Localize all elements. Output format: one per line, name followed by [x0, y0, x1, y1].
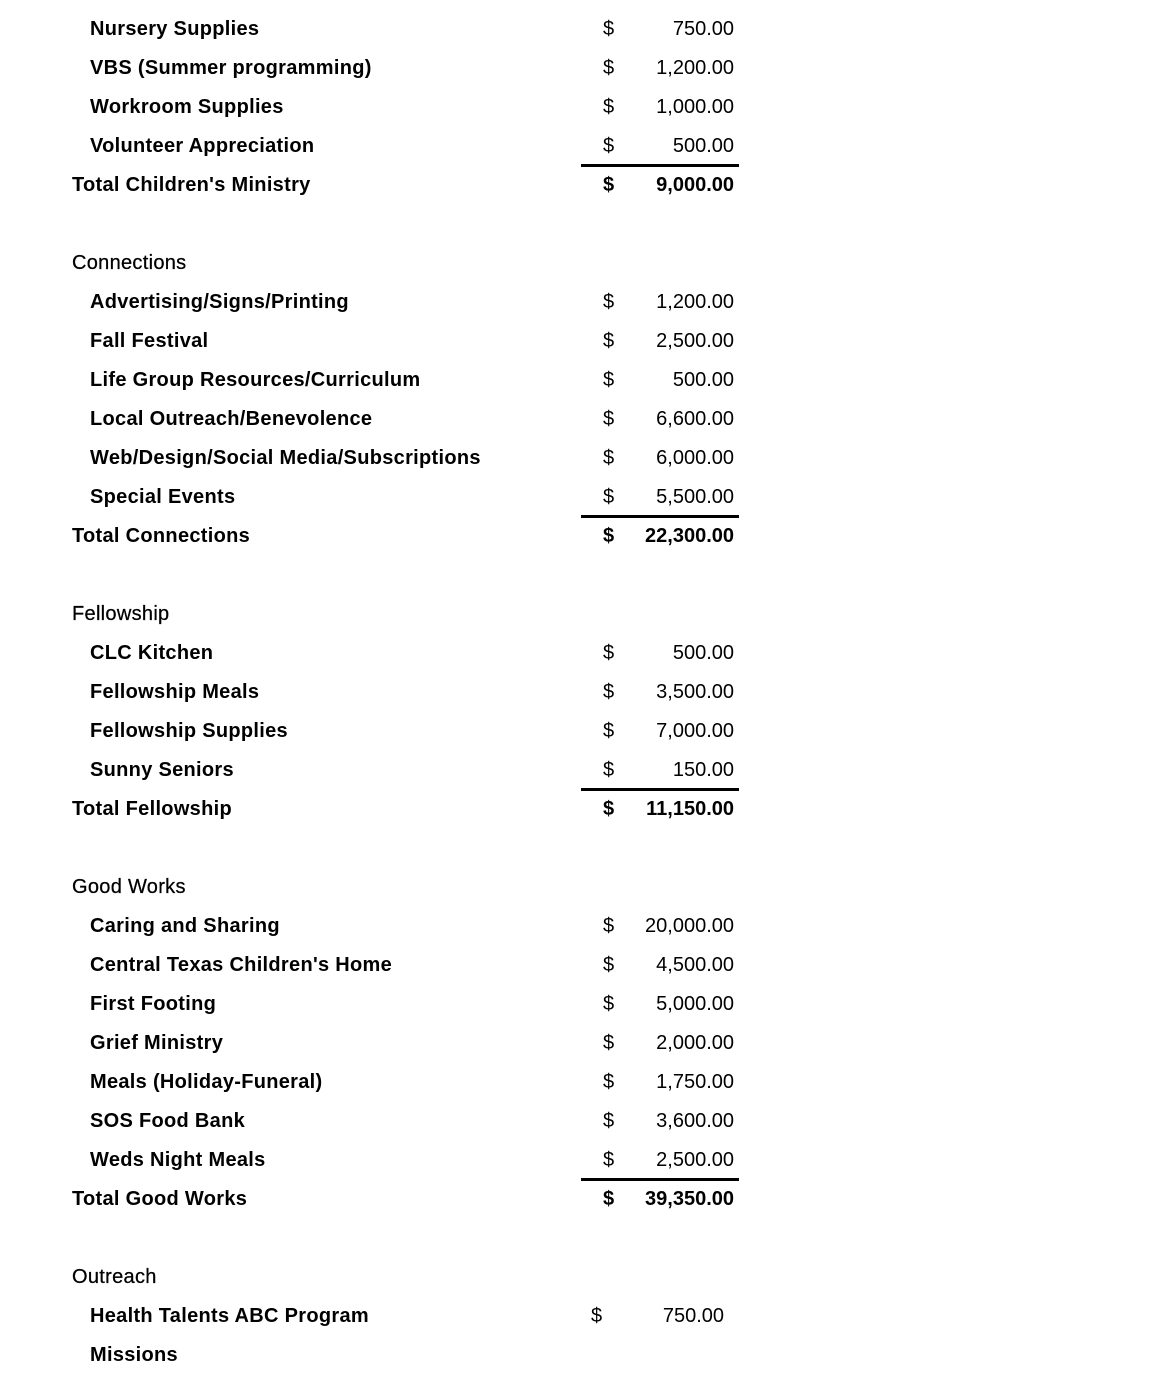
item-amount: 500.00: [672, 642, 734, 664]
currency-symbol: $: [603, 1110, 615, 1132]
item-amount: 20,000.00: [645, 915, 734, 937]
line-item-row: [0, 49, 1154, 88]
line-item-row: [0, 1024, 1154, 1063]
total-label: Total Children's Ministry: [72, 174, 311, 196]
item-amount: 750.00: [672, 18, 734, 40]
line-item-row: [0, 1063, 1154, 1102]
line-item-row: [0, 322, 1154, 361]
line-item-row: [0, 88, 1154, 127]
currency-symbol: $: [603, 486, 615, 508]
currency-symbol: $: [603, 1149, 615, 1171]
line-item-row: [0, 712, 1154, 751]
line-item-row: [0, 673, 1154, 712]
currency-symbol: $: [603, 759, 615, 781]
item-amount: 1,200.00: [656, 57, 734, 79]
total-amount: 9,000.00: [656, 174, 734, 196]
item-amount: 150.00: [672, 759, 734, 781]
item-label: Fall Festival: [90, 330, 209, 352]
line-item-row: [0, 1336, 1154, 1375]
total-label: Total Fellowship: [72, 798, 232, 820]
currency-symbol: $: [603, 369, 615, 391]
currency-symbol: $: [603, 720, 615, 742]
section-title: Fellowship: [72, 603, 170, 625]
line-item-row: [0, 946, 1154, 985]
currency-symbol: $: [603, 447, 615, 469]
item-label: Grief Ministry: [90, 1032, 224, 1054]
section-title: Good Works: [72, 876, 186, 898]
currency-symbol: $: [603, 57, 615, 79]
currency-symbol: $: [603, 681, 615, 703]
currency-symbol: $: [603, 135, 615, 157]
item-label: Missions: [90, 1344, 178, 1366]
currency-symbol: $: [603, 954, 615, 976]
currency-symbol: $: [603, 1071, 615, 1093]
currency-symbol: $: [603, 1032, 615, 1054]
total-amount: 11,150.00: [646, 798, 734, 820]
line-item-row: [0, 1141, 1154, 1180]
item-amount: 5,000.00: [656, 993, 734, 1015]
item-label: Volunteer Appreciation: [90, 135, 315, 157]
item-label: SOS Food Bank: [90, 1110, 246, 1132]
item-label: Local Outreach/Benevolence: [90, 408, 373, 430]
currency-symbol: $: [603, 291, 615, 313]
spacer-row: [0, 1219, 1154, 1258]
item-label: Special Events: [90, 486, 236, 508]
item-amount: 1,200.00: [656, 291, 734, 313]
item-label: CLC Kitchen: [90, 642, 214, 664]
currency-symbol: $: [591, 1305, 603, 1327]
item-amount: 6,600.00: [656, 408, 734, 430]
line-item-row: [0, 10, 1154, 49]
line-item-row: [0, 439, 1154, 478]
currency-symbol: $: [603, 330, 615, 352]
item-label: Sunny Seniors: [90, 759, 234, 781]
item-label: Meals (Holiday-Funeral): [90, 1071, 323, 1093]
line-item-row: [0, 985, 1154, 1024]
currency-symbol: $: [603, 993, 615, 1015]
section-title: Outreach: [72, 1266, 157, 1288]
item-amount: 2,000.00: [656, 1032, 734, 1054]
item-amount: 1,750.00: [656, 1071, 734, 1093]
item-amount: 6,000.00: [656, 447, 734, 469]
line-item-row: [0, 751, 1154, 790]
section-header-row: [0, 1258, 1154, 1297]
item-amount: 7,000.00: [656, 720, 734, 742]
line-item-row: [0, 1102, 1154, 1141]
item-label: Fellowship Supplies: [90, 720, 288, 742]
item-amount: 500.00: [672, 369, 734, 391]
item-label: Advertising/Signs/Printing: [90, 291, 349, 313]
line-item-row: [0, 907, 1154, 946]
spacer-row: [0, 829, 1154, 868]
spacer-row: [0, 205, 1154, 244]
line-item-row: [0, 1297, 1154, 1336]
currency-symbol: $: [603, 915, 615, 937]
item-amount: 5,500.00: [656, 486, 734, 508]
line-item-row: [0, 283, 1154, 322]
currency-symbol: $: [603, 642, 615, 664]
budget-document: [0, 10, 1154, 1375]
item-label: Fellowship Meals: [90, 681, 260, 703]
currency-symbol: $: [603, 18, 615, 40]
item-amount: 2,500.00: [656, 330, 734, 352]
item-label: Caring and Sharing: [90, 915, 280, 937]
item-label: Health Talents ABC Program: [90, 1305, 369, 1327]
section-total-row: [0, 517, 1154, 556]
item-amount: 3,500.00: [656, 681, 734, 703]
item-amount: 1,000.00: [656, 96, 734, 118]
section-total-row: [0, 166, 1154, 205]
total-label: Total Good Works: [72, 1188, 248, 1210]
total-amount: 22,300.00: [645, 525, 734, 547]
spacer-row: [0, 556, 1154, 595]
section-header-row: [0, 868, 1154, 907]
section-total-row: [0, 790, 1154, 829]
line-item-row: [0, 127, 1154, 166]
currency-symbol: $: [603, 798, 615, 820]
line-item-row: [0, 361, 1154, 400]
item-label: Web/Design/Social Media/Subscriptions: [90, 447, 481, 469]
item-label: VBS (Summer programming): [90, 57, 372, 79]
total-label: Total Connections: [72, 525, 251, 547]
item-label: Central Texas Children's Home: [90, 954, 393, 976]
currency-symbol: $: [603, 408, 615, 430]
item-amount: 500.00: [672, 135, 734, 157]
section-title: Connections: [72, 252, 187, 274]
item-amount: 4,500.00: [656, 954, 734, 976]
line-item-row: [0, 634, 1154, 673]
total-amount: 39,350.00: [645, 1188, 734, 1210]
item-label: Nursery Supplies: [90, 18, 260, 40]
currency-symbol: $: [603, 1188, 615, 1210]
item-amount: 3,600.00: [656, 1110, 734, 1132]
item-amount: 750.00: [662, 1305, 724, 1327]
section-total-row: [0, 1180, 1154, 1219]
item-label: First Footing: [90, 993, 217, 1015]
currency-symbol: $: [603, 525, 615, 547]
line-item-row: [0, 400, 1154, 439]
item-label: Workroom Supplies: [90, 96, 284, 118]
currency-symbol: $: [603, 96, 615, 118]
item-label: Life Group Resources/Curriculum: [90, 369, 421, 391]
line-item-row: [0, 478, 1154, 517]
currency-symbol: $: [603, 174, 615, 196]
section-header-row: [0, 595, 1154, 634]
item-label: Weds Night Meals: [90, 1149, 266, 1171]
item-amount: 2,500.00: [656, 1149, 734, 1171]
section-header-row: [0, 244, 1154, 283]
